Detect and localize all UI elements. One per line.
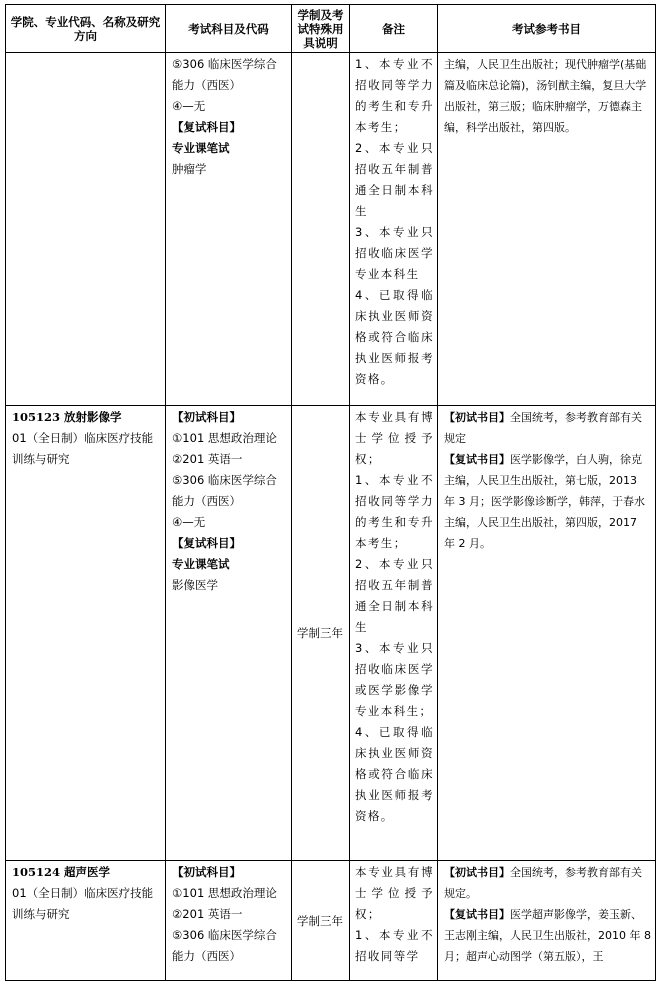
retest-subject: 肿瘤学 xyxy=(172,162,207,176)
retest-label: 【复试科目】 xyxy=(172,120,241,134)
ref-initial-label: 【初试书目】 xyxy=(444,411,510,424)
study-system: 学制三年 xyxy=(297,913,343,928)
major-cell xyxy=(6,861,166,981)
note-line: 1、本专业不招收同等学力的考生和专升本考生； xyxy=(355,473,434,550)
admissions-table xyxy=(5,4,656,981)
retest-type: 专业课笔试 xyxy=(172,557,230,571)
research-direction: 01（全日制）临床医疗技能训练与研究 xyxy=(12,886,154,921)
note-line: 3、本专业只招收临床医学专业本科生 xyxy=(355,225,434,281)
note-line: 2、本专业只招收五年制普通全日制本科生 xyxy=(355,557,434,634)
notes-cell xyxy=(350,406,438,861)
subject-line: ⑤306 临床医学综合 xyxy=(172,473,277,487)
subjects-cell xyxy=(166,861,292,981)
ref-retest-label: 【复试书目】 xyxy=(444,453,510,466)
major-cell xyxy=(6,406,166,861)
system-cell xyxy=(292,53,350,406)
note-line: 本专业具有博士学位授予权； xyxy=(355,410,434,466)
note-line: 4、已取得临床执业医师资格或符合临床执业医师报考资格。 xyxy=(355,725,434,823)
major-code-name: 105124 超声医学 xyxy=(12,865,111,879)
initial-label: 【初试科目】 xyxy=(172,865,241,879)
notes-cell xyxy=(350,53,438,406)
retest-label: 【复试科目】 xyxy=(172,536,241,550)
reference-text: 主编，人民卫生出版社；现代肿瘤学(基础篇及临床总论篇)，汤钊猷主编，复旦大学出版社，第三版；临床肿瘤学，万德森主编，科学出版社，第四版。 xyxy=(444,58,647,134)
ref-initial-text: 全国统考，参考教育部有关规定。 xyxy=(444,866,642,900)
ref-initial-label: 【初试书目】 xyxy=(444,866,510,879)
notes-cell xyxy=(350,861,438,981)
subject-line: ②201 英语一 xyxy=(172,452,243,466)
header-notes: 备注 xyxy=(350,5,438,53)
ref-initial-text: 全国统考，参考教育部有关规定 xyxy=(444,411,642,445)
subjects-cell xyxy=(166,406,292,861)
subject-line: ⑤306 临床医学综合 xyxy=(172,57,277,71)
references-cell xyxy=(438,53,656,406)
ref-retest-label: 【复试书目】 xyxy=(444,908,510,921)
subject-line: ④—无 xyxy=(172,515,206,529)
major-cell xyxy=(6,53,166,406)
initial-label: 【初试科目】 xyxy=(172,410,241,424)
subject-line: ④—无 xyxy=(172,99,206,113)
ref-retest-text: 医学超声影像学，姜玉新、王志刚主编，人民卫生出版社，2010 年 8 月；超声心动图学（第五版），王 xyxy=(444,908,651,963)
subject-line: 能力（西医） xyxy=(172,78,241,92)
header-row xyxy=(6,5,656,53)
subjects-cell xyxy=(166,53,292,406)
table-row xyxy=(6,53,656,406)
note-line: 1、本专业不招收同等学 xyxy=(355,928,434,963)
note-line: 本专业具有博士学位授予权； xyxy=(355,865,434,921)
ref-retest-text: 医学影像学，白人驹，徐克主编，人民卫生出版社，第七版，2013 年 3 月；医学影像诊断学，韩萍，于春水主编，人民卫生出版社，第四版，2017 年 2 月。 xyxy=(444,453,645,550)
header-study-system: 学制及考试特殊用具说明 xyxy=(292,5,350,53)
note-line: 2、本专业只招收五年制普通全日制本科生 xyxy=(355,141,434,218)
references-cell xyxy=(438,861,656,981)
subject-line: ⑤306 临床医学综合 xyxy=(172,928,277,942)
subject-line: 能力（西医） xyxy=(172,494,241,508)
research-direction: 01（全日制）临床医疗技能训练与研究 xyxy=(12,431,154,466)
table-row xyxy=(6,406,656,861)
retest-type: 专业课笔试 xyxy=(172,141,230,155)
subject-line: 能力（西医） xyxy=(172,949,241,963)
system-cell xyxy=(292,406,350,861)
subject-line: ②201 英语一 xyxy=(172,907,243,921)
note-line: 3、本专业只招收临床医学或医学影像学专业本科生； xyxy=(355,641,434,718)
retest-subject: 影像医学 xyxy=(172,578,218,592)
header-exam-subjects: 考试科目及代码 xyxy=(166,5,292,53)
header-college-major: 学院、专业代码、名称及研究方向 xyxy=(6,5,166,53)
subject-line: ①101 思想政治理论 xyxy=(172,886,277,900)
header-references: 考试参考书目 xyxy=(438,5,656,53)
references-cell xyxy=(438,406,656,861)
note-line: 4、已取得临床执业医师资格或符合临床执业医师报考资格。 xyxy=(355,288,434,386)
table-row xyxy=(6,861,656,981)
major-code-name: 105123 放射影像学 xyxy=(12,410,122,424)
study-system: 学制三年 xyxy=(297,626,343,640)
note-line: 1、本专业不招收同等学力的考生和专升本考生； xyxy=(355,57,434,134)
system-cell xyxy=(292,861,350,981)
subject-line: ①101 思想政治理论 xyxy=(172,431,277,445)
